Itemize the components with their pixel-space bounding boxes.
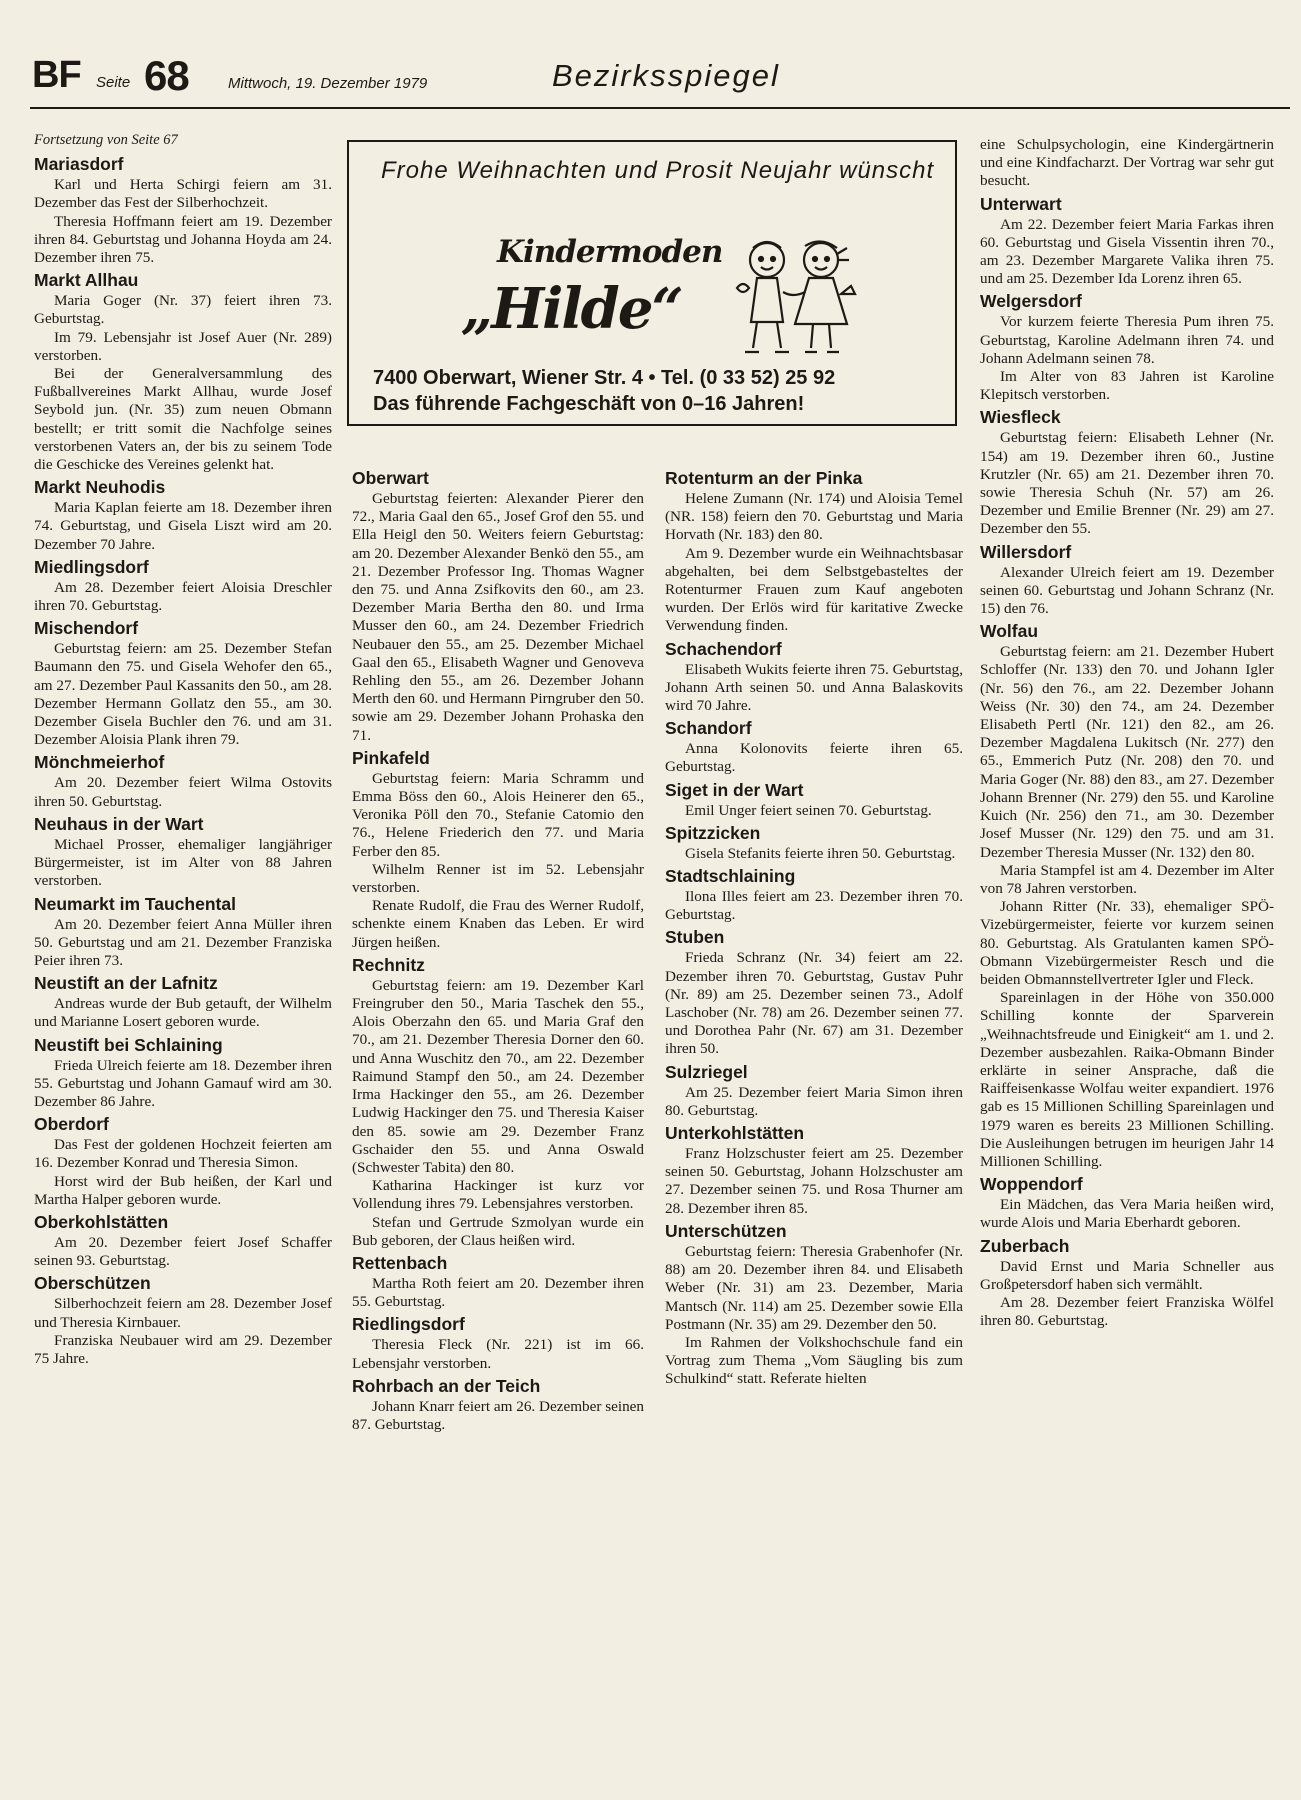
article-paragraph: eine Schulpsychologin, eine Kindergärtnerin und eine Kindfacharzt. Der Vortrag war sehr gut besucht.: [980, 136, 1274, 190]
ad-brand-line2: „Hilde“: [461, 276, 682, 342]
heading-siget-in-der-wart: Siget in der Wart: [665, 779, 804, 800]
heading-mariasdorf: Mariasdorf: [34, 154, 124, 175]
heading-neustift-an-der-lafnitz: Neustift an der Lafnitz: [34, 973, 218, 994]
column-1: [34, 131, 332, 1368]
article-paragraph: Geburtstag feiern: am 19. Dezember Karl Freingruber den 50., Maria Taschek den 55., Alois Oberzahn den 65. und Maria Graf den 70., am 21. Dezember Theresia Dorner den 60. und Anna Wuschitz den 70., am 22. Dezember Raimund Stampf den 50., am 24. Dezember Irma Hackinger den 55., am 26. Dezember Ludwig Hackinger den 75. und Theresia Kaiser den 85. sowie am 29. Dezember Franz Gschaider den 55. und Anna Oswald (Schwester Tabita) den 80.: [352, 976, 644, 1176]
article-paragraph: Bei der Generalversammlung des Fußballvereines Markt Allhau, wurde Josef Seybold jun. (Nr. 35) zum neuen Obmann bestellt; er tritt somit die Nachfolge seines verstorbenen Vaters an, der bis zu seinem Tode die Geschicke des Vereines gelenkt hat.: [34, 365, 332, 474]
article-paragraph: Am 25. Dezember feiert Maria Simon ihren 80. Geburtstag.: [665, 1083, 963, 1119]
heading-oberdorf: Oberdorf: [34, 1114, 109, 1135]
article-paragraph: Vor kurzem feierte Theresia Pum ihren 75. Geburtstag, Karoline Adelmann ihren 74. und Johann Adelmann seinen 78.: [980, 313, 1274, 367]
heading-wiesfleck: Wiesfleck: [980, 407, 1061, 428]
article-paragraph: Stefan und Gertrude Szmolyan wurde ein Bub geboren, der Claus heißen wird.: [352, 1213, 644, 1249]
article-paragraph: Silberhochzeit feiern am 28. Dezember Josef und Theresia Kirnbauer.: [34, 1295, 332, 1331]
heading-zuberbach: Zuberbach: [980, 1235, 1070, 1256]
page-number: 68: [144, 52, 189, 99]
article-paragraph: Am 28. Dezember feiert Aloisia Dreschler ihren 70. Geburtstag.: [34, 578, 332, 615]
heading-schachendorf: Schachendorf: [665, 638, 782, 659]
article-paragraph: Geburtstag feiern: Elisabeth Lehner (Nr. 154) am 19. Dezember ihren 60., Justine Krutzler (Nr. 65) am 21. Dezember ihren 70. sowie Theresia Schuh (Nr. 57) am 26. Dezember und Emilie Brenner (Nr. 29) am 27. Dezember den 55.: [980, 429, 1274, 538]
article-paragraph: Johann Knarr feiert am 26. Dezember seinen 87. Geburtstag.: [352, 1397, 644, 1433]
heading-pinkafeld: Pinkafeld: [352, 747, 430, 768]
article-paragraph: Karl und Herta Schirgi feiern am 31. Dezember das Fest der Silberhochzeit.: [34, 176, 332, 212]
masthead: [30, 52, 1290, 112]
ad-greeting: Frohe Weihnachten und Prosit Neujahr wünscht: [381, 157, 935, 184]
heading-woppendorf: Woppendorf: [980, 1174, 1083, 1195]
heading-spitzzicken: Spitzzicken: [665, 822, 761, 843]
article-paragraph: Anna Kolonovits feierte ihren 65. Geburtstag.: [665, 740, 963, 776]
heading-welgersdorf: Welgersdorf: [980, 291, 1082, 312]
ad-brand-line1: Kindermoden: [497, 234, 723, 270]
column-2: [352, 465, 644, 1434]
heading-rohrbach-an-der-teich: Rohrbach an der Teich: [352, 1375, 541, 1396]
article-paragraph: Alexander Ulreich feiert am 19. Dezember seinen 60. Geburtstag und Johann Schranz (Nr. 15) den 76.: [980, 563, 1274, 618]
article-paragraph: Franz Holzschuster feiert am 25. Dezember seinen 50. Geburtstag, Johann Holzschuster am 27. Dezember seinen 75. und Rosa Thurner am 28. Dezember ihren 85.: [665, 1145, 963, 1217]
article-paragraph: Gisela Stefanits feierte ihren 50. Geburtstag.: [685, 844, 956, 862]
paper-logo: BF: [32, 54, 81, 96]
ad-tagline: Das führende Fachgeschäft von 0–16 Jahren!: [373, 393, 805, 415]
article-paragraph: Am 20. Dezember feiert Anna Müller ihren 50. Geburtstag und am 21. Dezember Franziska Peier ihren 73.: [34, 915, 332, 969]
article-paragraph: Michael Prosser, ehemaliger langjähriger Bürgermeister, ist im Alter von 88 Jahren verstorben.: [34, 835, 332, 890]
heading-oberwart: Oberwart: [352, 468, 429, 488]
heading-neumarkt-im-tauchental: Neumarkt im Tauchental: [34, 893, 236, 914]
advertisement-kindermoden-hilde: [347, 140, 957, 426]
heading-willersdorf: Willersdorf: [980, 541, 1072, 562]
article-paragraph: Geburtstag feiern: am 25. Dezember Stefan Baumann den 75. und Gisela Wehofer den 65., am 27. Dezember Paul Kassanits den 50., am 28. Dezember Hermann Gollatz den 55., am 30. Dezember Gisela Buchler den 76. und am 31. Dezember Aloisia Plank ihren 79.: [34, 640, 332, 749]
heading-moenchmeierhof: Mönchmeierhof: [34, 752, 165, 773]
article-paragraph: Maria Kaplan feierte am 18. Dezember ihren 74. Geburtstag, und Gisela Liszt wird am 20. Dezember 70 Jahre.: [34, 499, 332, 553]
article-paragraph: Am 28. Dezember feiert Franziska Wölfel ihren 80. Geburtstag.: [980, 1293, 1274, 1330]
article-paragraph: Martha Roth feiert am 20. Dezember ihren 55. Geburtstag.: [352, 1274, 644, 1311]
heading-oberschuetzen: Oberschützen: [34, 1273, 151, 1294]
article-paragraph: Renate Rudolf, die Frau des Werner Rudolf, schenkte einem Knaben das Leben. Er wird Jürgen heißen.: [352, 897, 644, 951]
column-4: [980, 136, 1274, 1330]
heading-stuben: Stuben: [665, 927, 725, 948]
heading-wolfau: Wolfau: [980, 621, 1039, 642]
article-paragraph: Am 20. Dezember feiert Wilma Ostovits ihren 50. Geburtstag.: [34, 774, 332, 810]
article-paragraph: Johann Ritter (Nr. 33), ehemaliger SPÖ-Vizebürgermeister, feierte vor kurzem seinen 80. Geburtstag. Als Gratulanten kamen SPÖ-Obmann Vizebürgermeister Resch und die beiden Obmannstellvertreter Igler und Fleck.: [980, 898, 1274, 988]
heading-rettenbach: Rettenbach: [352, 1252, 448, 1273]
column-3: [665, 465, 963, 1389]
heading-markt-allhau: Markt Allhau: [34, 270, 139, 291]
article-paragraph: Frieda Schranz (Nr. 34) feiert am 22. Dezember ihren 70. Geburtstag, Gustav Puhr (Nr. 89) am 25. Dezember seinen 73., Adolf Laschober (Nr. 78) am 26. Dezember seinen 77. und Dorothea Pahr (Nr. 67) am 31. Dezember ihren 50.: [665, 949, 963, 1058]
article-paragraph: Frieda Ulreich feierte am 18. Dezember ihren 55. Geburtstag und Johann Gamauf wird am 30. Dezember 86 Jahre.: [34, 1056, 332, 1110]
article-paragraph: Im Rahmen der Volkshochschule fand ein Vortrag zum Thema „Vom Säugling bis zum Schulkind“ statt. Referate hielten: [665, 1333, 963, 1388]
article-paragraph: Horst wird der Bub heißen, der Karl und Martha Halper geboren wurde.: [34, 1172, 332, 1208]
heading-mischendorf: Mischendorf: [34, 618, 139, 639]
heading-rotenturm-an-der-pinka: Rotenturm an der Pinka: [665, 468, 863, 488]
article-paragraph: Emil Unger feiert seinen 70. Geburtstag.: [685, 801, 932, 819]
article-paragraph: Maria Stampfel ist am 4. Dezember im Alter von 78 Jahren verstorben.: [980, 861, 1274, 897]
article-paragraph: Im Alter von 83 Jahren ist Karoline Klepitsch verstorben.: [980, 368, 1274, 404]
heading-unterwart: Unterwart: [980, 193, 1062, 214]
ad-address: 7400 Oberwart, Wiener Str. 4 • Tel. (0 33 52) 25 92: [373, 367, 836, 389]
article-paragraph: Helene Zumann (Nr. 174) und Aloisia Temel (NR. 158) feiern den 70. Geburtstag und Maria Horvath (Nr. 183) den 80.: [665, 490, 963, 544]
article-paragraph: David Ernst und Maria Schneller aus Großpetersdorf haben sich vermählt.: [980, 1257, 1274, 1293]
heading-riedlingsdorf: Riedlingsdorf: [352, 1314, 465, 1335]
heading-unterschuetzen: Unterschützen: [665, 1220, 787, 1241]
article-paragraph: Ein Mädchen, das Vera Maria heißen wird, wurde Alois und Maria Eberhardt geboren.: [980, 1196, 1274, 1232]
article-paragraph: Geburtstag feiern: Maria Schramm und Emma Böss den 60., Alois Heinerer den 65., Veronika Pöll den 70., Stefanie Catomio den 76., Helene Friederich den 77. und Maria Ferber den 85.: [352, 769, 644, 860]
article-paragraph: Am 9. Dezember wurde ein Weihnachtsbasar abgehalten, bei dem Selbstgebasteltes der Rotenturmer Frauen zum Kauf angeboten wurden. Der Erlös wird für karitative Zwecke Verwendung finden.: [665, 544, 963, 635]
heading-miedlingsdorf: Miedlingsdorf: [34, 556, 149, 577]
page-label: Seite: [96, 74, 131, 91]
heading-markt-neuhodis: Markt Neuhodis: [34, 477, 166, 498]
article-paragraph: Katharina Hackinger ist kurz vor Vollendung ihres 79. Lebensjahres verstorben.: [352, 1177, 644, 1213]
article-paragraph: Am 20. Dezember feiert Josef Schaffer seinen 93. Geburtstag.: [34, 1233, 332, 1270]
article-paragraph: Ilona Illes feiert am 23. Dezember ihren 70. Geburtstag.: [665, 888, 963, 924]
article-paragraph: Geburtstag feiern: am 21. Dezember Hubert Schloffer (Nr. 133) den 70. und Johann Igler (Nr. 56) den 76., am 22. Dezember Johann Weiss (Nr. 30) den 74., am 24. Dezember Elisabeth Pertl (Nr. 121) den 82., am 26. Dezember Magdalena Lukitsch (Nr. 277) den 65., Emmerich Putz (Nr. 208) den 70. und Maria Goger (Nr. 88) den 83., am 27. Dezember Johann Brenner (Nr. 279) den 55. und Karoline Kuich (Nr. 256) den 71., am 30. Dezember Josef Musser (Nr. 129) den 75. und am 31. Dezember Theresia Musser (Nr. 132) den 80.: [980, 643, 1274, 861]
article-paragraph: Theresia Fleck (Nr. 221) ist im 66. Lebensjahr verstorben.: [352, 1336, 644, 1372]
heading-neustift-bei-schlaining: Neustift bei Schlaining: [34, 1034, 223, 1055]
article-paragraph: Maria Goger (Nr. 37) feiert ihren 73. Geburtstag.: [34, 292, 332, 328]
heading-neuhaus-in-der-wart: Neuhaus in der Wart: [34, 813, 204, 834]
heading-oberkohlstaetten: Oberkohlstätten: [34, 1211, 169, 1232]
article-paragraph: Geburtstag feiern: Theresia Grabenhofer (Nr. 88) am 20. Dezember ihren 84. und Elisabeth Weber (Nr. 31) am 23. Dezember, Maria Mantsch (Nr. 114) am 25. Dezember sowie Ella Postmann (Nr. 35) am 29. Dezember den 50.: [665, 1242, 963, 1333]
article-paragraph: Geburtstag feierten: Alexander Pierer den 72., Maria Gaal den 65., Josef Grof den 55. und Ella Heigl den 50. Weiters feiern Geburtstag: am 20. Dezember Alexander Benkö den 55., am 21. Dezember Professor Ing. Thomas Wagner den 75. und Anna Zsifkovits den 60., am 23. Dezember Maria Bertha den 80. und Irma Musser den 60., am 24. Dezember Friedrich Neubauer den 55., am 25. Dezember Michael Gaal den 65., Elisabeth Wagner und Genoveva Rehling den 55., am 26. Dezember Johann Merth den 60. und Hermann Pirngruber den 50. sowie am 29. Dezember Johann Prohaska den 71.: [352, 490, 644, 744]
children-illustration-icon: [729, 234, 859, 362]
heading-unterkohlstaetten: Unterkohlstätten: [665, 1123, 805, 1144]
article-paragraph: Andreas wurde der Bub getauft, der Wilhelm und Marianne Losert geboren wurde.: [34, 995, 332, 1031]
article-paragraph: Spareinlagen in der Höhe von 350.000 Schilling konnte der Sparverein „Weihnachtsfreude und Einigkeit“ am 1. und 2. Dezember ausbezahlen. Raika-Obmann Binder erklärte in seiner Ansprache, daß die Raiffeisenkasse Wolfau weiter expandiert. 1976 gab es 15 Millionen Schilling Spareinlagen und 1979 waren es bereits 23 Millionen Schilling. Die Ausleihungen betrugen im heurigen Jahr 14 Millionen Schilling.: [980, 989, 1274, 1170]
heading-schandorf: Schandorf: [665, 718, 752, 739]
section-title: Bezirksspiegel: [552, 58, 780, 93]
heading-sulzriegel: Sulzriegel: [665, 1061, 748, 1082]
article-paragraph: Das Fest der goldenen Hochzeit feierten am 16. Dezember Konrad und Theresia Simon.: [34, 1136, 332, 1172]
article-paragraph: Wilhelm Renner ist im 52. Lebensjahr verstorben.: [352, 860, 644, 897]
heading-stadtschlaining: Stadtschlaining: [665, 866, 796, 887]
article-paragraph: Theresia Hoffmann feiert am 19. Dezember ihren 84. Geburtstag und Johanna Hoyda am 24. Dezember ihren 75.: [34, 212, 332, 267]
masthead-rule: [30, 107, 1290, 109]
article-paragraph: Franziska Neubauer wird am 29. Dezember 75 Jahre.: [34, 1331, 332, 1367]
issue-date: Mittwoch, 19. Dezember 1979: [228, 75, 428, 92]
article-paragraph: Am 22. Dezember feiert Maria Farkas ihren 60. Geburtstag und Gisela Vissentin ihren 70., am 23. Dezember Margarete Valika ihren 75. und am 25. Dezember Ida Lorenz ihren 65.: [980, 215, 1274, 288]
article-paragraph: Elisabeth Wukits feierte ihren 75. Geburtstag, Johann Arth seinen 50. und Anna Balaskovits wird 70 Jahre.: [665, 660, 963, 715]
continuation-note: Fortsetzung von Seite 67: [34, 132, 178, 148]
heading-rechnitz: Rechnitz: [352, 954, 425, 975]
article-paragraph: Im 79. Lebensjahr ist Josef Auer (Nr. 289) verstorben.: [34, 328, 332, 364]
